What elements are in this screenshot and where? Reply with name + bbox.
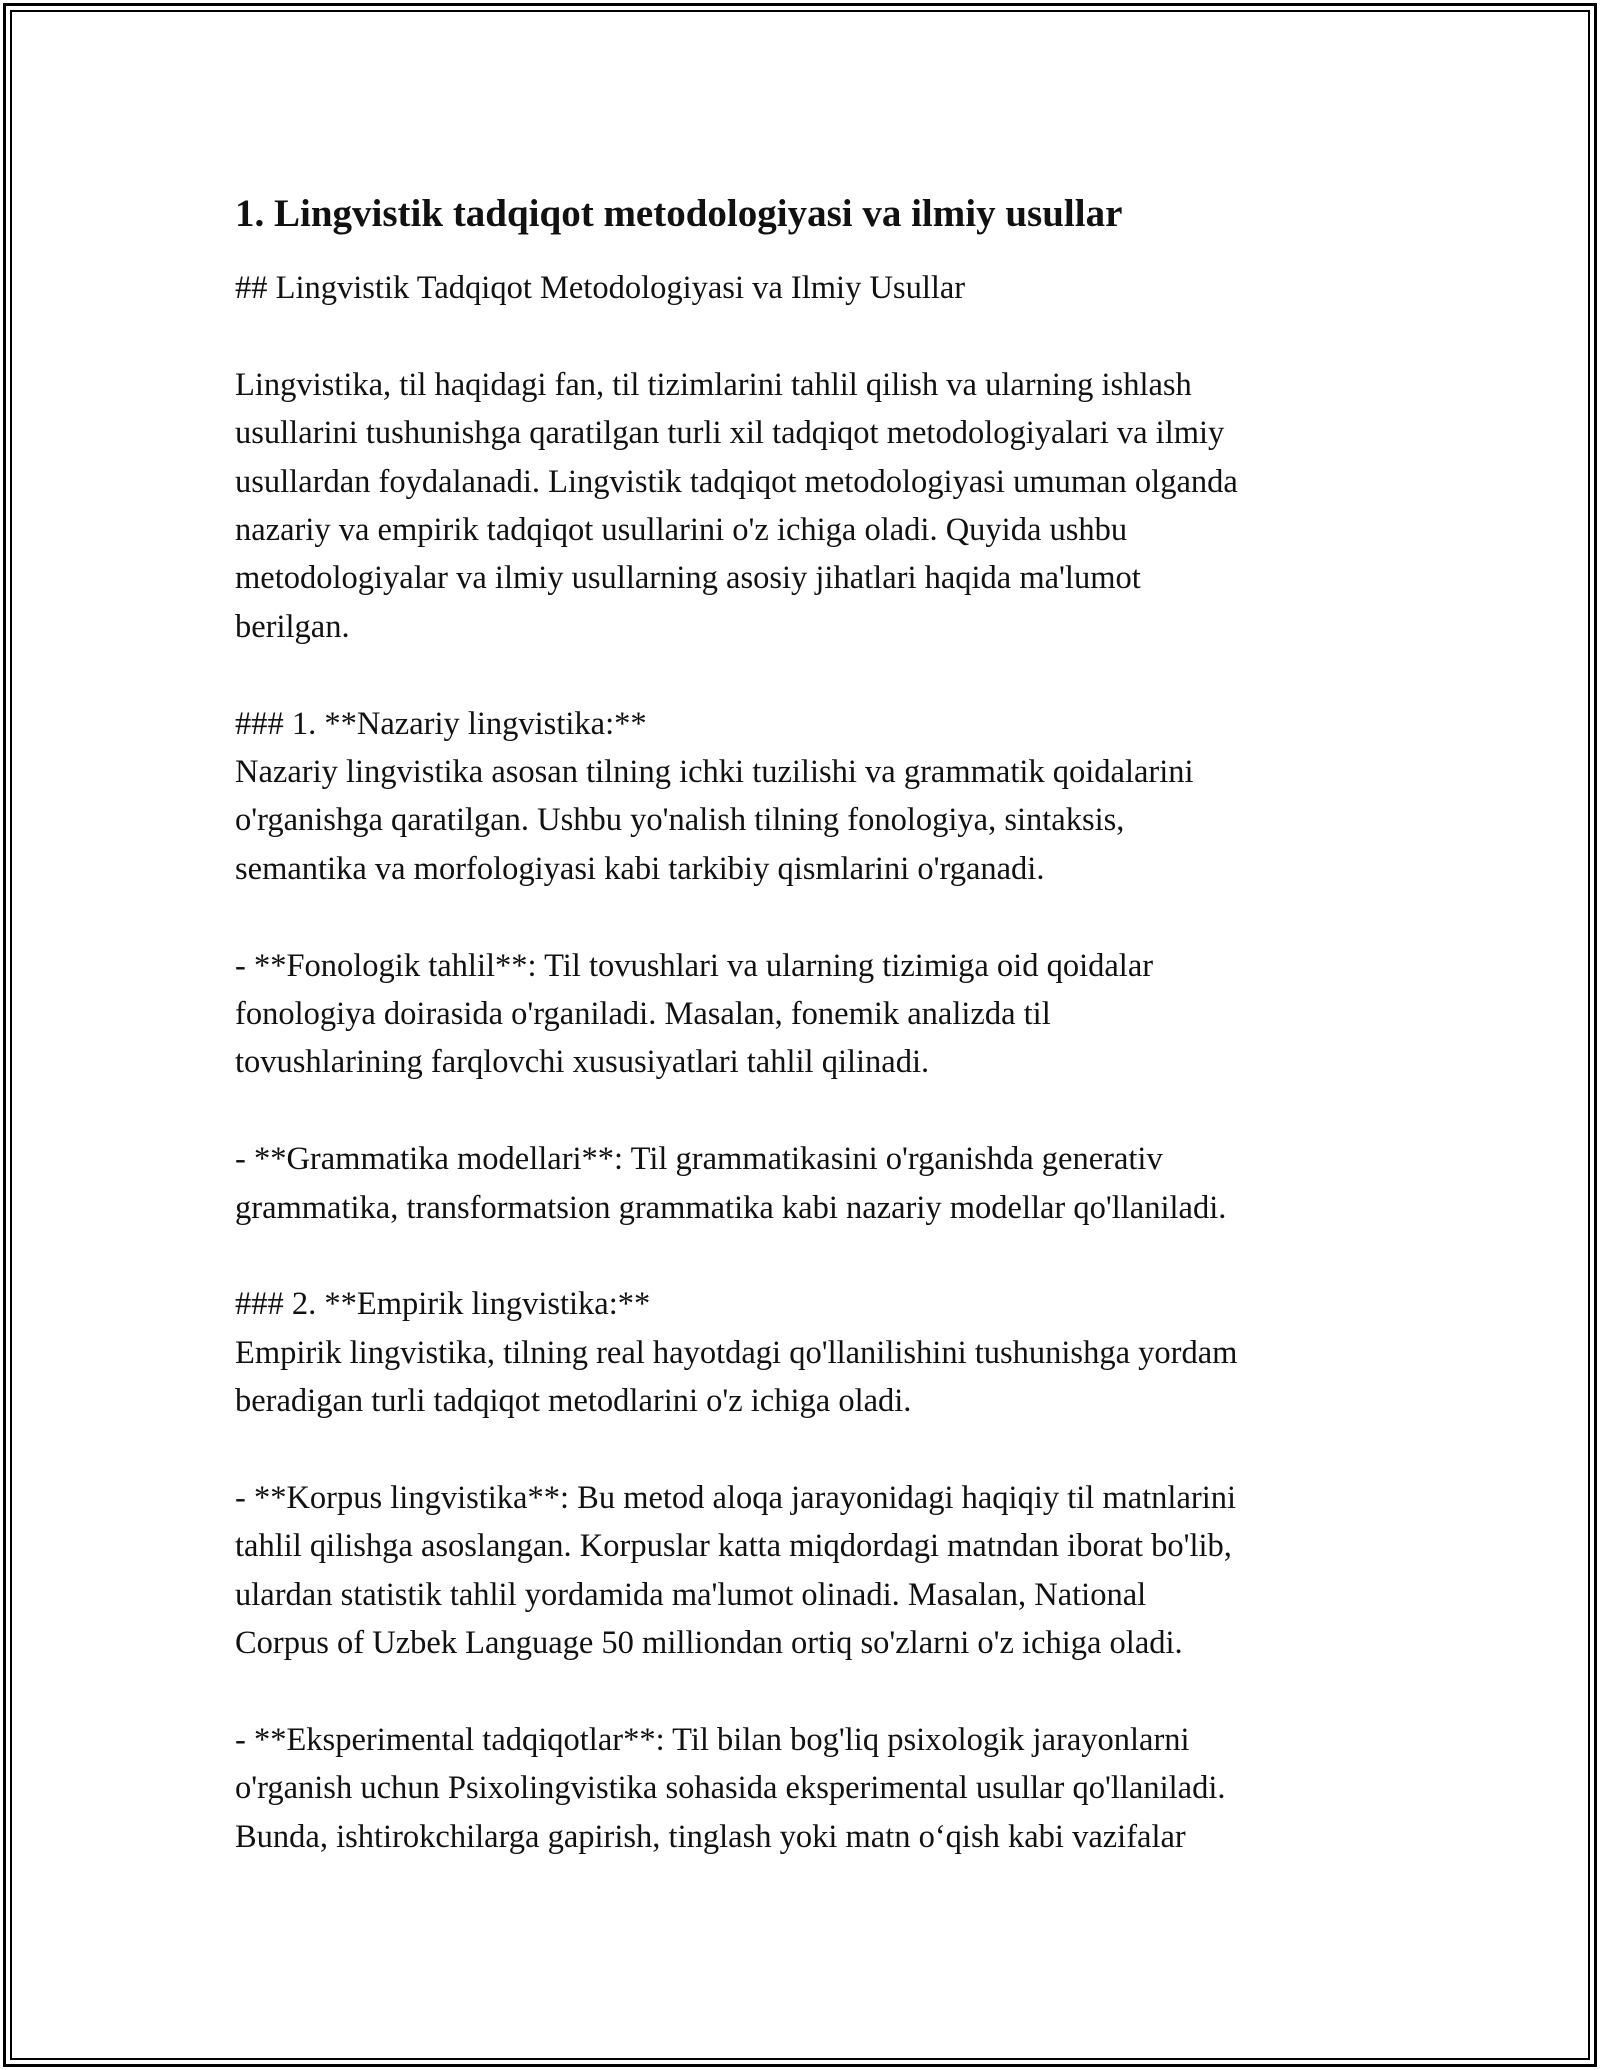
text-line: - **Grammatika modellari**: Til grammatikasini o'rganishda generativ xyxy=(235,1141,1163,1178)
paragraph-gap xyxy=(235,1232,1375,1280)
document-title: 1. Lingvistik tadqiqot metodologiyasi va ilmiy usullar xyxy=(235,192,1123,235)
markdown-heading: ## Lingvistik Tadqiqot Metodologiyasi va Ilmiy Usullar xyxy=(235,270,966,306)
section-empirik-lingvistika xyxy=(235,1280,1375,1861)
document-body xyxy=(235,190,1375,1861)
text-line: - **Eksperimental tadqiqotlar**: Til bilan bog'liq psixologik jarayonlarni xyxy=(235,1722,1190,1759)
text-line: ulardan statistik tahlil yordamida ma'lumot olinadi. Masalan, National xyxy=(235,1576,1147,1613)
section-heading: ### 2. **Empirik lingvistika:** xyxy=(235,1286,651,1323)
text-line: o'rganishga qaratilgan. Ushbu yo'nalish tilning fonologiya, sintaksis, xyxy=(235,802,1125,839)
text-line: Empirik lingvistika, tilning real hayotdagi qo'llanilishini tushunishga yordam xyxy=(235,1334,1238,1371)
text-line: usullarini tushunishga qaratilgan turli xil tadqiqot metodologiyalari va ilmiy xyxy=(235,415,1225,452)
list-item-korpus-lingvistika xyxy=(235,1474,1375,1668)
paragraph-gap xyxy=(235,651,1375,699)
text-line: metodologiyalar va ilmiy usullarning asosiy jihatlari haqida ma'lumot xyxy=(235,560,1141,597)
list-item-eksperimental-tadqiqotlar xyxy=(235,1716,1375,1861)
paragraph-gap xyxy=(235,1426,1375,1474)
text-line: Nazariy lingvistika asosan tilning ichki tuzilishi va grammatik qoidalarini xyxy=(235,754,1194,791)
section-nazariy-lingvistika xyxy=(235,700,1375,1232)
text-line: grammatika, transformatsion grammatika kabi nazariy modellar qo'llaniladi. xyxy=(235,1189,1227,1226)
text-line: - **Fonologik tahlil**: Til tovushlari va ularning tizimiga oid qoidalar xyxy=(235,947,1154,984)
list-item-grammatika-modellari xyxy=(235,1135,1375,1232)
text-line: nazariy va empirik tadqiqot usullarini o'z ichiga oladi. Quyida ushbu xyxy=(235,512,1128,549)
text-line: beradigan turli tadqiqot metodlarini o'z ichiga oladi. xyxy=(235,1383,912,1420)
intro-paragraph xyxy=(235,361,1375,651)
paragraph-gap xyxy=(235,1087,1375,1135)
paragraph-gap xyxy=(235,893,1375,941)
text-line: usullardan foydalanadi. Lingvistik tadqiqot metodologiyasi umuman olganda xyxy=(235,463,1238,500)
text-line: semantika va morfologiyasi kabi tarkibiy qismlarini o'rganadi. xyxy=(235,850,1045,887)
paragraph-gap xyxy=(235,312,1375,360)
text-line: - **Korpus lingvistika**: Bu metod aloqa jarayonidagi haqiqiy til matnlarini xyxy=(235,1480,1237,1517)
text-line: Bunda, ishtirokchilarga gapirish, tinglash yoki matn o‘qish kabi vazifalar xyxy=(235,1818,1186,1855)
text-line: fonologiya doirasida o'rganiladi. Masalan, fonemik analizda til xyxy=(235,996,1051,1033)
text-line: Corpus of Uzbek Language 50 milliondan ortiq so'zlarni o'z ichiga oladi. xyxy=(235,1625,1183,1662)
section-heading: ### 1. **Nazariy lingvistika:** xyxy=(235,705,647,742)
text-line: tovushlarining farqlovchi xususiyatlari tahlil qilinadi. xyxy=(235,1044,930,1081)
text-line: Lingvistika, til haqidagi fan, til tizimlarini tahlil qilish va ularning ishlash xyxy=(235,366,1192,403)
list-item-fonologik-tahlil xyxy=(235,942,1375,1087)
paragraph-gap xyxy=(235,1668,1375,1716)
text-line: tahlil qilishga asoslangan. Korpuslar katta miqdordagi matndan iborat bo'lib, xyxy=(235,1528,1232,1565)
text-line: o'rganish uchun Psixolingvistika sohasida eksperimental usullar qo'llaniladi. xyxy=(235,1770,1226,1807)
text-line: berilgan. xyxy=(235,608,350,645)
